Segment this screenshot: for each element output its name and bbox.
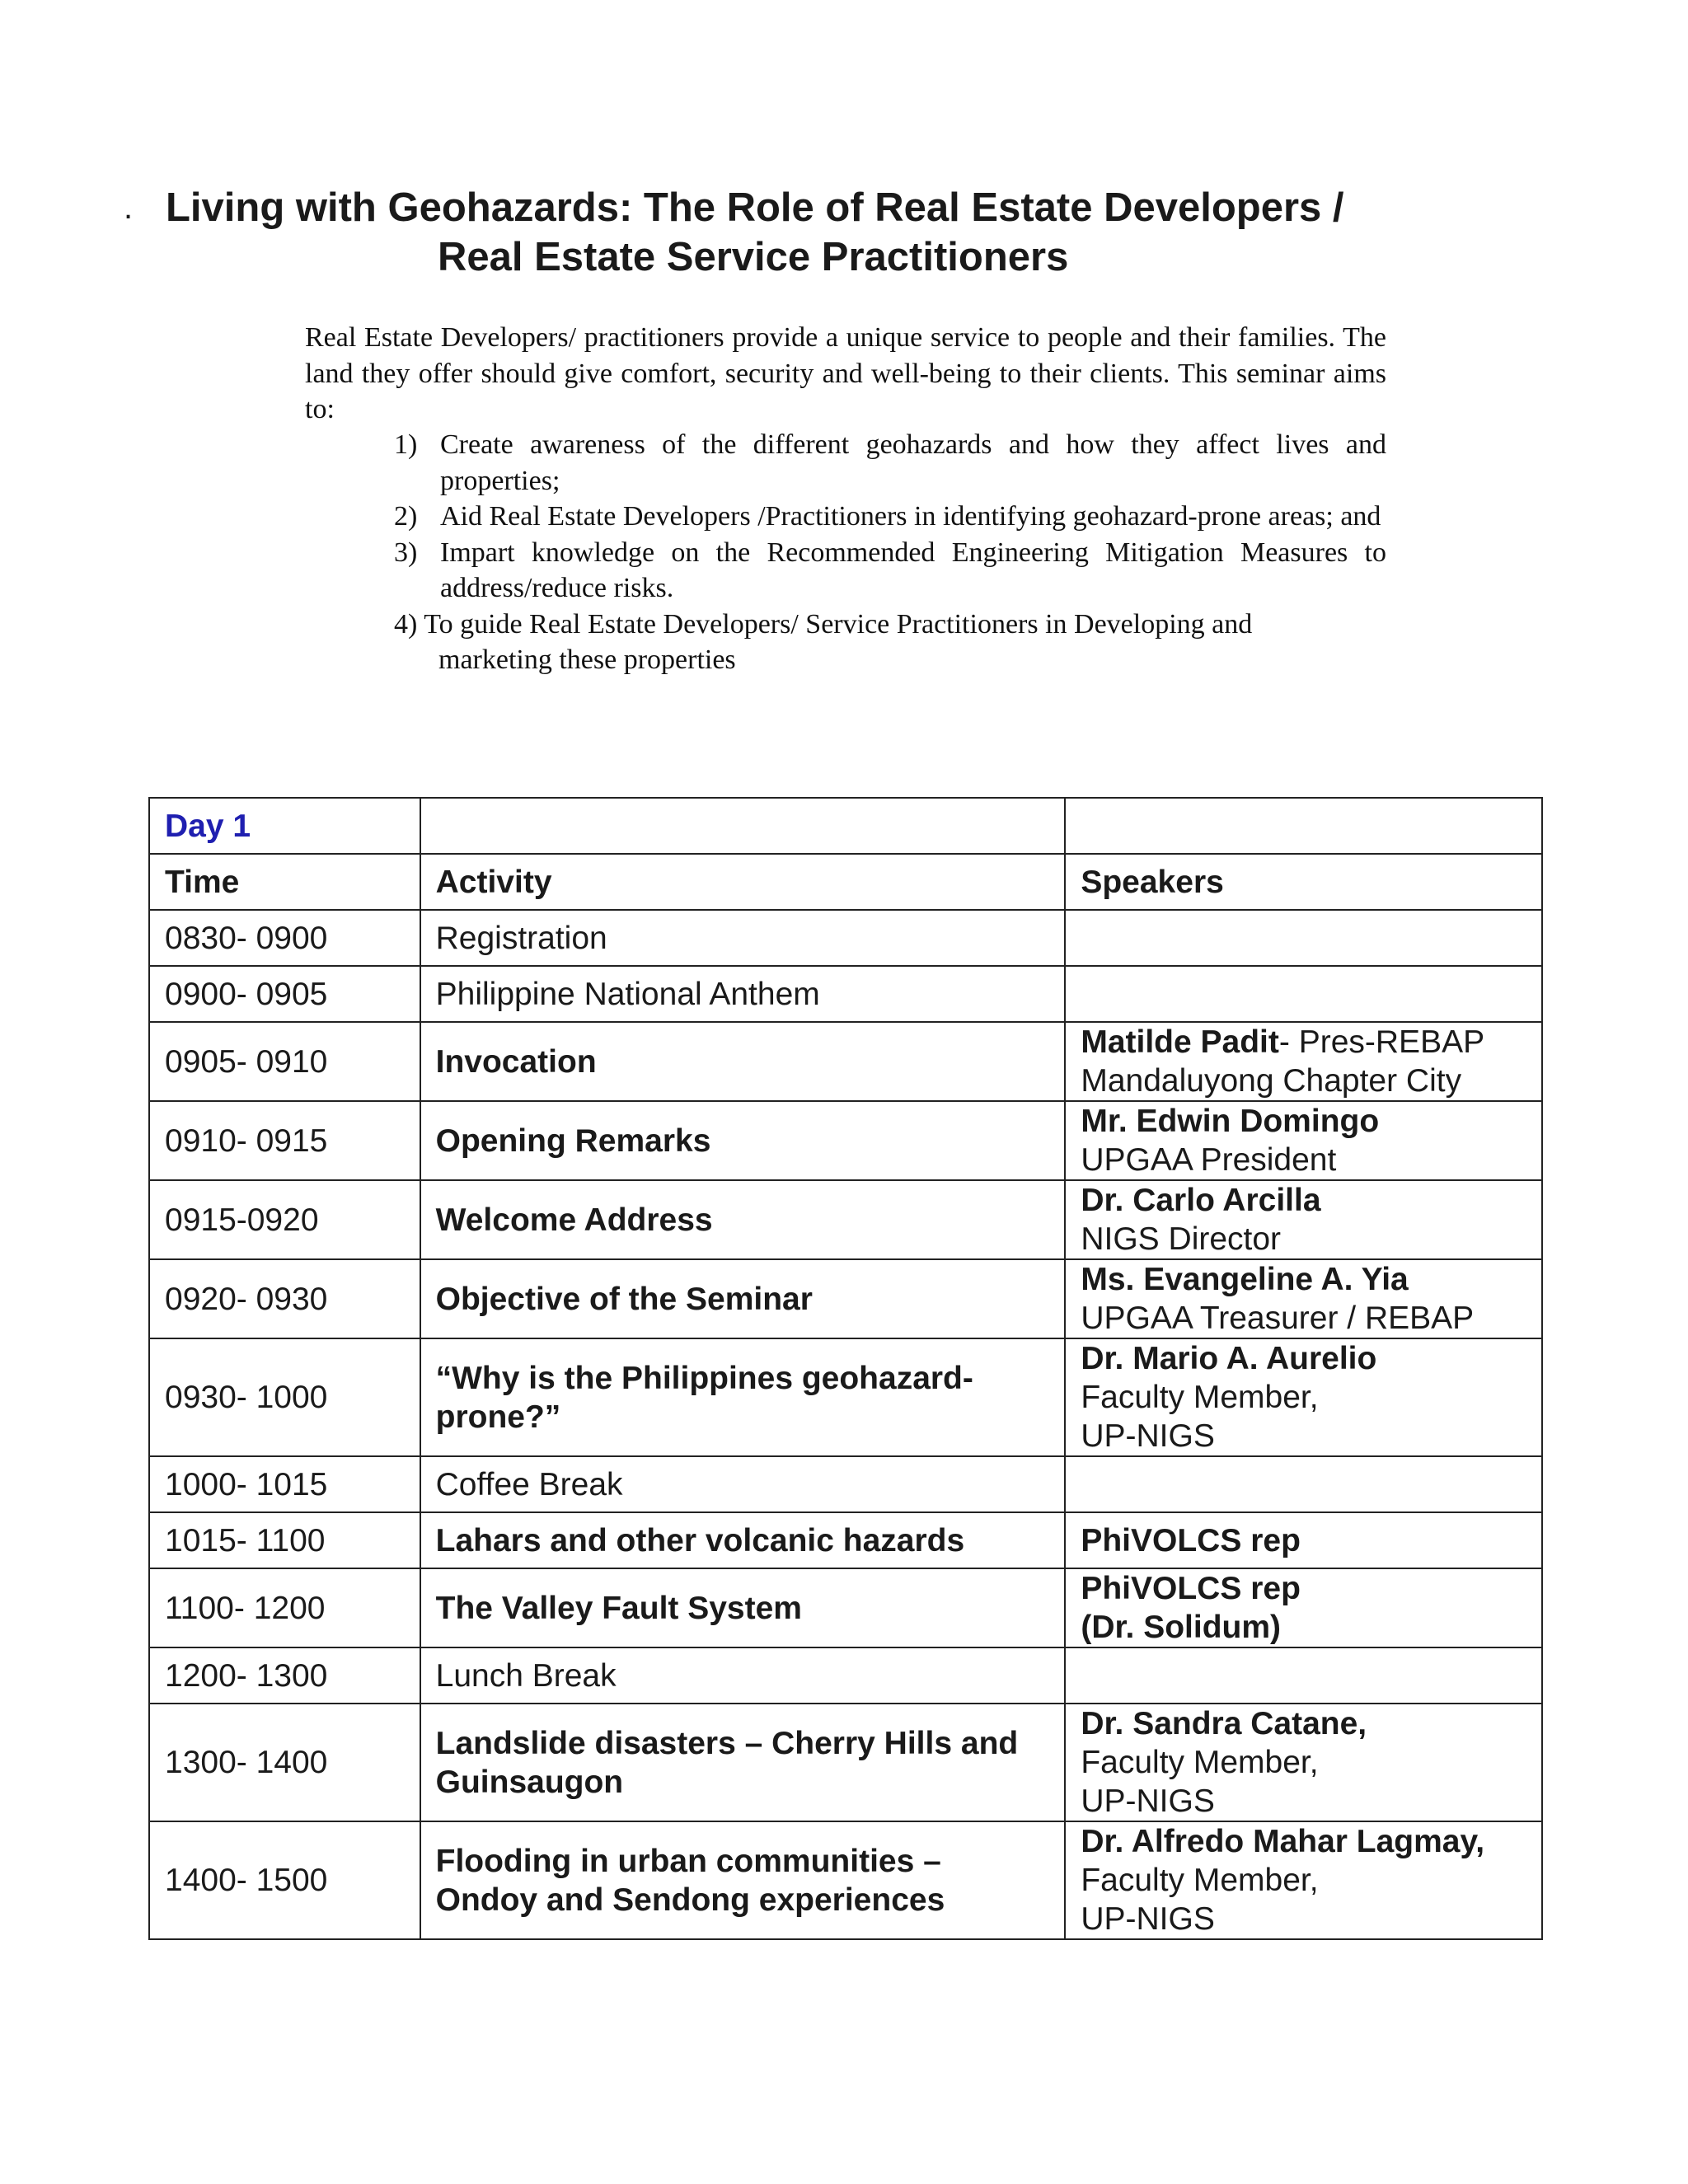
column-header-activity: Activity (420, 854, 1066, 910)
activity-cell: Objective of the Seminar (420, 1259, 1066, 1338)
speaker-cell (1065, 1022, 1542, 1101)
empty-cell (1065, 798, 1542, 854)
speaker-cell (1065, 1456, 1542, 1512)
aim-item (394, 427, 1386, 499)
speaker-role: Mandaluyong Chapter City (1081, 1063, 1462, 1099)
speaker-name: (Dr. Solidum) (1081, 1610, 1282, 1645)
aim-item (394, 499, 1386, 535)
speaker-name: Dr. Carlo Arcilla (1081, 1183, 1321, 1218)
header-row (149, 854, 1542, 910)
table-row (149, 1180, 1542, 1259)
time-cell: 1400- 1500 (149, 1821, 420, 1939)
activity-cell: Lahars and other volcanic hazards (420, 1512, 1066, 1568)
time-cell: 0930- 1000 (149, 1338, 420, 1456)
activity-line: “Why is the Philippines geohazard- (435, 1360, 973, 1396)
speaker-cell (1065, 1821, 1542, 1939)
speaker-name: PhiVOLCS rep (1065, 1512, 1542, 1568)
speaker-name: Dr. Alfredo Mahar Lagmay, (1081, 1824, 1485, 1859)
activity-line: Landslide disasters – Cherry Hills and (435, 1725, 1019, 1761)
schedule-table (148, 797, 1543, 1940)
aim-text-continued: marketing these properties (438, 644, 736, 675)
speaker-role: UPGAA Treasurer / REBAP (1081, 1301, 1475, 1336)
activity-line: Flooding in urban communities – (435, 1843, 941, 1879)
speaker-name: Dr. Sandra Catane, (1081, 1706, 1367, 1741)
intro-paragraph (305, 320, 1386, 428)
title-line-2: Real Estate Service Practitioners (438, 235, 1069, 279)
speaker-cell (1065, 1338, 1542, 1456)
speaker-name: PhiVOLCS rep (1081, 1571, 1301, 1606)
speaker-cell (1065, 1259, 1542, 1338)
table-row (149, 1456, 1542, 1512)
speaker-affiliation: UP-NIGS (1081, 1783, 1215, 1819)
table-row (149, 1647, 1542, 1704)
table-row (149, 1568, 1542, 1647)
speaker-name: Dr. Mario A. Aurelio (1081, 1341, 1377, 1376)
speaker-cell (1065, 1180, 1542, 1259)
time-cell: 0905- 0910 (149, 1022, 420, 1101)
activity-cell: Registration (420, 910, 1066, 966)
time-cell: 1000- 1015 (149, 1456, 420, 1512)
time-cell: 0900- 0905 (149, 966, 420, 1022)
speaker-cell (1065, 966, 1542, 1022)
activity-cell (420, 1338, 1066, 1456)
activity-cell: Philippine National Anthem (420, 966, 1066, 1022)
aim-number: 1) (394, 429, 418, 460)
aim-item (394, 607, 1386, 678)
speaker-affiliation: UP-NIGS (1081, 1901, 1215, 1937)
aim-number: 4) (394, 608, 418, 640)
activity-cell: The Valley Fault System (420, 1568, 1066, 1647)
time-cell: 1200- 1300 (149, 1647, 420, 1704)
aim-text: Aid Real Estate Developers /Practitioners in identifying geohazard-prone areas; and (440, 501, 1381, 532)
time-cell: 1100- 1200 (149, 1568, 420, 1647)
table-row (149, 966, 1542, 1022)
activity-cell: Lunch Break (420, 1647, 1066, 1704)
speaker-role: Faculty Member, (1081, 1745, 1319, 1780)
title-lead-dot: . (124, 190, 134, 226)
activity-cell (420, 1821, 1066, 1939)
activity-cell: Welcome Address (420, 1180, 1066, 1259)
activity-cell: Coffee Break (420, 1456, 1066, 1512)
aim-number: 3) (394, 537, 418, 568)
aim-item (394, 535, 1386, 607)
speaker-cell (1065, 1101, 1542, 1180)
day-label: Day 1 (149, 798, 420, 854)
speaker-affiliation: UP-NIGS (1081, 1418, 1215, 1454)
table-row (149, 1259, 1542, 1338)
speaker-cell (1065, 910, 1542, 966)
table-row (149, 1101, 1542, 1180)
time-cell: 0910- 0915 (149, 1101, 420, 1180)
speaker-cell (1065, 1647, 1542, 1704)
table-row (149, 910, 1542, 966)
time-cell: 0915-0920 (149, 1180, 420, 1259)
speaker-name: Mr. Edwin Domingo (1081, 1104, 1380, 1139)
aim-text: Create awareness of the different geohazards and how they affect lives and properties; (440, 429, 1386, 496)
speaker-name: Matilde Padit (1081, 1024, 1279, 1060)
day-row (149, 798, 1542, 854)
activity-line: Ondoy and Sendong experiences (435, 1882, 945, 1918)
activity-cell (420, 1704, 1066, 1821)
speaker-name: Ms. Evangeline A. Yia (1081, 1262, 1409, 1297)
speaker-role: NIGS Director (1081, 1221, 1282, 1257)
speaker-role: UPGAA President (1081, 1142, 1337, 1178)
activity-cell: Opening Remarks (420, 1101, 1066, 1180)
table-row (149, 1338, 1542, 1456)
activity-line: Guinsaugon (435, 1764, 624, 1800)
speaker-role: - Pres-REBAP (1278, 1024, 1485, 1060)
speaker-role: Faculty Member, (1081, 1863, 1319, 1898)
activity-cell: Invocation (420, 1022, 1066, 1101)
activity-line: prone?” (435, 1399, 561, 1435)
intro-text: Real Estate Developers/ practitioners provide a unique service to people and their families. The land they offer should give comfort, security and well-being to their clients. This seminar aims to: (305, 322, 1386, 424)
speaker-role: Faculty Member, (1081, 1380, 1319, 1415)
seminar-aims-list (394, 427, 1386, 678)
table-row (149, 1512, 1542, 1568)
title-line-1: Living with Geohazards: The Role of Real Estate Developers / (166, 185, 1344, 230)
empty-cell (420, 798, 1066, 854)
speaker-cell (1065, 1704, 1542, 1821)
aim-text: To guide Real Estate Developers/ Service Practitioners in Developing and (417, 608, 1253, 640)
column-header-speakers: Speakers (1065, 854, 1542, 910)
column-header-time: Time (149, 854, 420, 910)
speaker-cell (1065, 1568, 1542, 1647)
time-cell: 1300- 1400 (149, 1704, 420, 1821)
time-cell: 0830- 0900 (149, 910, 420, 966)
aim-number: 2) (394, 501, 418, 532)
time-cell: 1015- 1100 (149, 1512, 420, 1568)
table-row (149, 1821, 1542, 1939)
table-row (149, 1704, 1542, 1821)
aim-text: Impart knowledge on the Recommended Engineering Mitigation Measures to address/reduce risks. (440, 537, 1386, 603)
table-row (149, 1022, 1542, 1101)
time-cell: 0920- 0930 (149, 1259, 420, 1338)
